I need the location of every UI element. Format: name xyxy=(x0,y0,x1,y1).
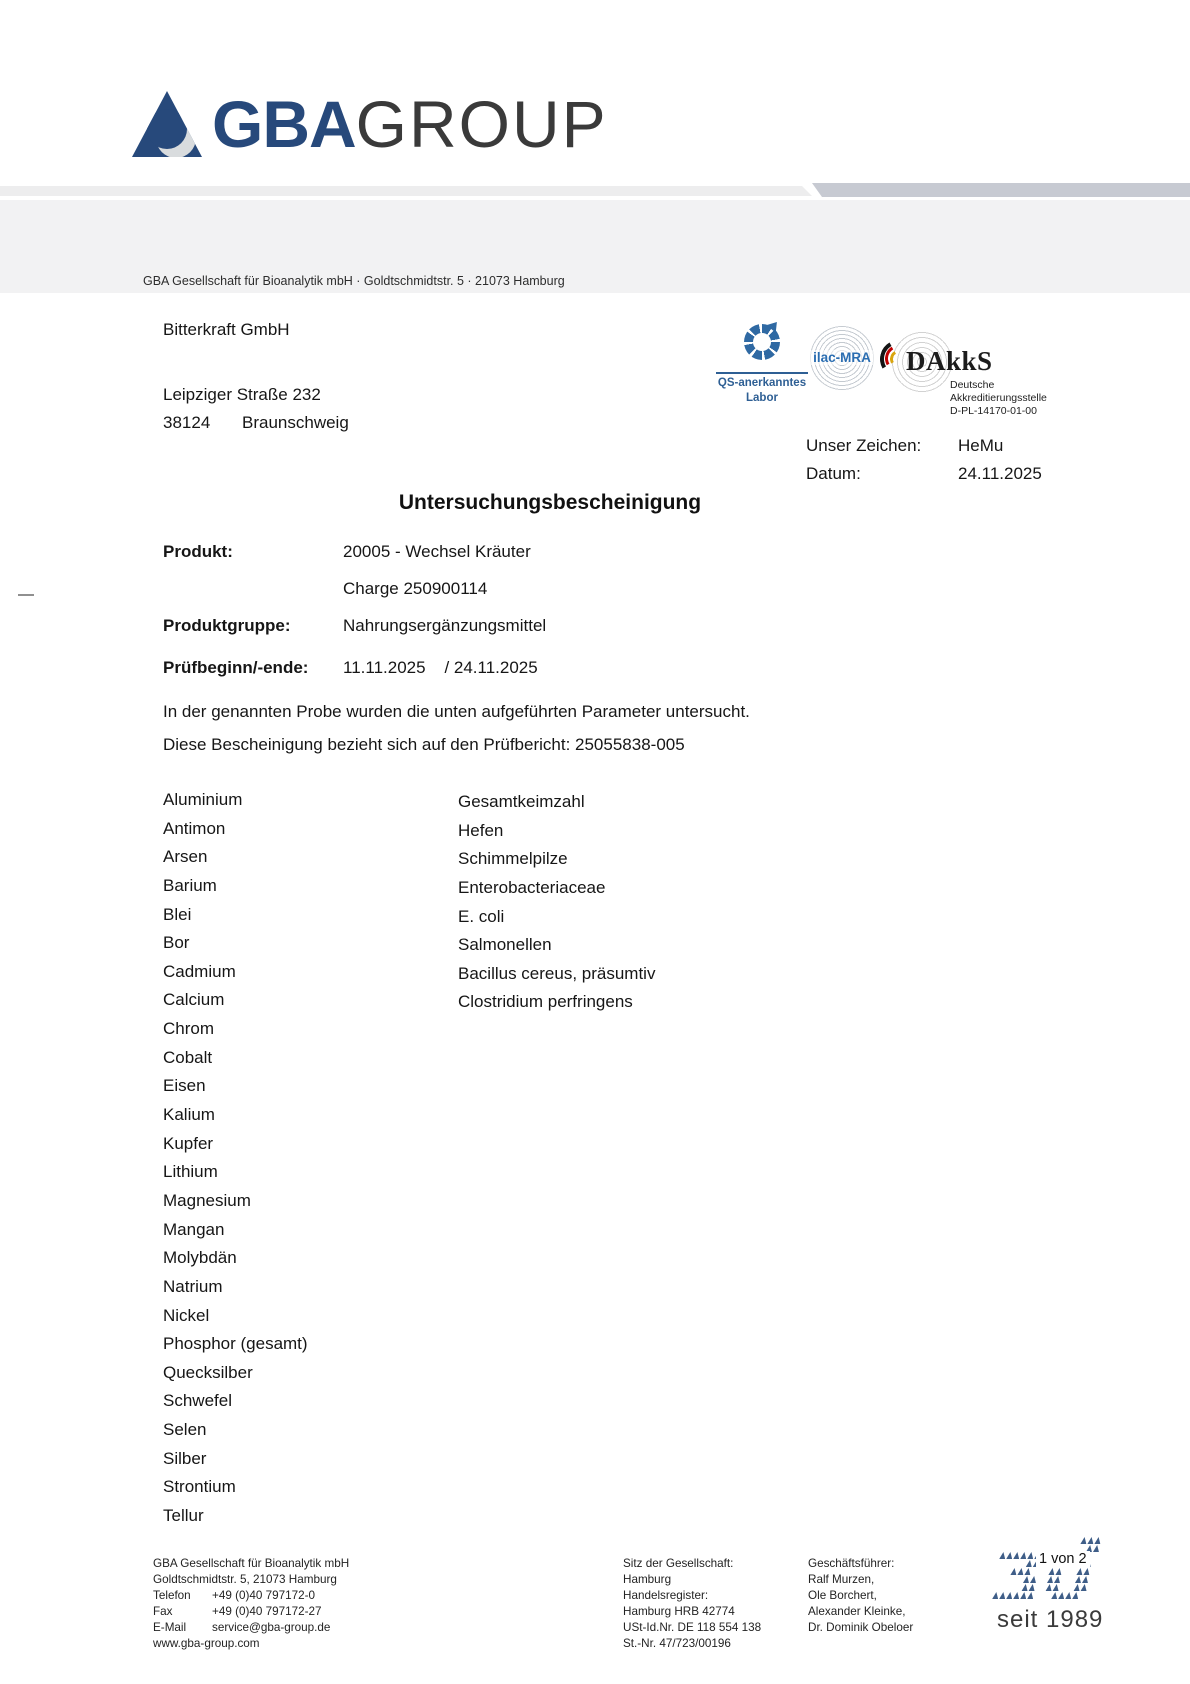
triangle-glyph xyxy=(1027,1552,1034,1559)
triangle-glyph xyxy=(1075,1576,1082,1583)
triangle-glyph xyxy=(1054,1576,1061,1583)
parameter-item: Nickel xyxy=(163,1305,210,1325)
footer-website: www.gba-group.com xyxy=(153,1637,260,1650)
triangle-glyph xyxy=(1022,1584,1029,1591)
triangle-glyph xyxy=(1024,1568,1031,1575)
parameter-item: Kupfer xyxy=(163,1133,214,1153)
parameter-item: Phosphor (gesamt) xyxy=(163,1334,308,1354)
parameter-item: Salmonellen xyxy=(458,935,552,955)
triangle-glyph xyxy=(1058,1592,1065,1599)
parameter-item: Enterobacteriaceae xyxy=(458,877,606,897)
footer-email-row xyxy=(153,1620,349,1636)
parameter-item: E. coli xyxy=(458,906,505,926)
footer-fax-row xyxy=(153,1604,349,1620)
field-produktgruppe-label: Produktgruppe: xyxy=(163,616,291,635)
parameter-item: Kalium xyxy=(163,1105,215,1125)
field-pruefzeitraum-label: Prüfbeginn/-ende: xyxy=(163,658,309,677)
triangle-glyph xyxy=(1013,1592,1020,1599)
parameter-item: Clostridium perfringens xyxy=(458,992,633,1012)
ilac-mra-logo xyxy=(810,326,874,390)
reference-row xyxy=(806,436,1003,456)
footer-sitz-value: Hamburg xyxy=(623,1573,672,1586)
dakks-sub-line1: Deutsche xyxy=(950,379,995,391)
parameter-item: Calcium xyxy=(163,990,225,1010)
parameter-item: Antimon xyxy=(163,818,226,838)
parameter-item: Chrom xyxy=(163,1019,215,1039)
parameter-item: Barium xyxy=(163,875,217,895)
footer-management-block xyxy=(808,1556,913,1636)
fold-mark xyxy=(18,594,34,596)
dakks-wordmark: DAkkS xyxy=(906,346,993,376)
footer-ust-id: USt-Id.Nr. DE 118 554 138 xyxy=(623,1621,762,1634)
triangle-glyph xyxy=(1055,1568,1062,1575)
date-label: Datum: xyxy=(806,464,861,483)
triangle-glyph xyxy=(1047,1576,1054,1583)
triangle-glyph xyxy=(1072,1592,1079,1599)
reference-value: HeMu xyxy=(958,436,1004,455)
footer-company-address: Goldtschmidtstr. 5, 21073 Hamburg xyxy=(153,1573,337,1586)
triangle-glyph xyxy=(992,1592,999,1599)
footer-hr-value: Hamburg HRB 42774 xyxy=(623,1605,735,1618)
qs-logo xyxy=(716,324,808,404)
parameter-item: Molybdän xyxy=(163,1248,237,1268)
triangle-glyph xyxy=(1087,1537,1094,1544)
footer-company-block xyxy=(153,1556,349,1652)
intro-line1: In der genannten Probe wurden die unten aufgeführten Parameter untersucht. xyxy=(163,702,750,721)
parameters-list-left xyxy=(163,790,448,1535)
page-title: Untersuchungsbescheinigung xyxy=(398,491,702,514)
page-indicator: 1 von 2 xyxy=(1036,1551,1090,1567)
recipient-city-row xyxy=(163,413,349,433)
date-value: 24.11.2025 xyxy=(958,464,1042,483)
dakks-sub-line3: D-PL-14170-01-00 xyxy=(950,405,1037,417)
footer-phone-label: Telefon xyxy=(153,1589,191,1602)
parameter-item: Arsen xyxy=(163,847,208,867)
triangle-glyph xyxy=(999,1592,1006,1599)
field-charge-value: Charge 250900114 xyxy=(343,579,488,598)
triangle-glyph xyxy=(1020,1552,1027,1559)
parameter-item: Magnesium xyxy=(163,1190,251,1210)
recipient-name: Bitterkraft GmbH xyxy=(163,320,290,339)
dakks-sub-line2: Akkreditierungsstelle xyxy=(950,392,1047,404)
triangle-glyph xyxy=(1010,1568,1017,1575)
brand-triangle-icon xyxy=(132,91,202,157)
triangle-glyph xyxy=(1013,1552,1020,1559)
parameter-item: Natrium xyxy=(163,1276,223,1296)
footer-registry-block xyxy=(623,1556,761,1652)
footer-fax-label: Fax xyxy=(153,1605,173,1618)
parameter-item: Silber xyxy=(163,1448,207,1468)
parameter-item: Lithium xyxy=(163,1162,218,1182)
recipient-street: Leipziger Straße 232 xyxy=(163,385,321,404)
parameter-item: Hefen xyxy=(458,820,504,840)
triangle-glyph xyxy=(999,1552,1006,1559)
parameter-item: Quecksilber xyxy=(163,1362,253,1382)
triangle-glyph xyxy=(1046,1584,1053,1591)
footer-email-label: E-Mail xyxy=(153,1621,187,1634)
triangle-glyph xyxy=(1048,1568,1055,1575)
triangle-glyph xyxy=(1029,1584,1036,1591)
brand-wordmark xyxy=(212,87,608,162)
triangle-glyph xyxy=(1026,1560,1033,1567)
brand-wordmark-light: GROUP xyxy=(355,87,608,162)
ilac-mra-label: ilac-MRA xyxy=(806,350,878,365)
parameter-item: Eisen xyxy=(163,1076,206,1096)
triangle-glyph xyxy=(1076,1568,1083,1575)
parameter-item: Gesamtkeimzahl xyxy=(458,792,585,811)
footer-fax-value: +49 (0)40 797172-27 xyxy=(212,1605,322,1618)
footer-phone-row xyxy=(153,1588,349,1604)
triangle-glyph xyxy=(1074,1584,1081,1591)
parameter-item: Selen xyxy=(163,1420,207,1440)
date-row xyxy=(806,464,1042,484)
triangle-glyph xyxy=(1023,1576,1030,1583)
triangle-glyph xyxy=(1020,1592,1027,1599)
parameter-item: Schimmelpilze xyxy=(458,849,568,869)
parameter-item: Mangan xyxy=(163,1219,225,1239)
footer-st-nr: St.-Nr. 47/723/00196 xyxy=(623,1637,731,1650)
triangle-glyph xyxy=(1006,1552,1013,1559)
triangle-glyph xyxy=(1030,1576,1037,1583)
triangle-glyph xyxy=(1081,1584,1088,1591)
field-produktgruppe-value: Nahrungsergänzungsmittel xyxy=(343,616,547,635)
footer-gf-2: Ole Borchert, xyxy=(808,1589,877,1602)
footer-company-name: GBA Gesellschaft für Bioanalytik mbH xyxy=(153,1557,350,1570)
reference-label: Unser Zeichen: xyxy=(806,436,922,455)
footer-gf-1: Ralf Murzen, xyxy=(808,1573,875,1586)
triangle-glyph xyxy=(1017,1568,1024,1575)
sender-line: GBA Gesellschaft für Bioanalytik mbH · Goldtschmidtstr. 5 · 21073 Hamburg xyxy=(143,274,565,288)
footer-email-value: service@gba-group.de xyxy=(212,1621,331,1634)
parameter-item: Cadmium xyxy=(163,961,236,981)
title-wrap xyxy=(160,491,940,515)
recipient-city: Braunschweig xyxy=(242,413,349,432)
parameter-item: Tellur xyxy=(163,1506,204,1526)
intro-line2: Diese Bescheinigung bezieht sich auf den Prüfbericht: 25055838-005 xyxy=(163,735,685,754)
field-pruefzeitraum-value: 11.11.2025 / 24.11.2025 xyxy=(343,658,538,677)
triangle-glyph xyxy=(1082,1576,1089,1583)
qs-divider-line xyxy=(716,372,808,374)
triangle-glyph xyxy=(1053,1584,1060,1591)
parameter-item: Strontium xyxy=(163,1477,236,1497)
recipient-zip: 38124 xyxy=(163,413,211,432)
footer-hr-label: Handelsregister: xyxy=(623,1589,709,1602)
parameter-item: Blei xyxy=(163,904,192,924)
footer-gf-3: Alexander Kleinke, xyxy=(808,1605,906,1618)
brand-wordmark-bold: GBA xyxy=(212,87,356,162)
footer-gf-label: Geschäftsführer: xyxy=(808,1557,895,1570)
parameter-item: Aluminium xyxy=(163,790,243,809)
triangle-glyph xyxy=(1080,1537,1087,1544)
triangle-glyph xyxy=(1094,1537,1101,1544)
triangle-glyph xyxy=(1027,1592,1034,1599)
dakks-logo xyxy=(880,328,1050,420)
parameter-item: Cobalt xyxy=(163,1047,213,1067)
qs-label-line2: Labor xyxy=(746,392,778,404)
parameter-item: Schwefel xyxy=(163,1391,232,1411)
triangle-glyph xyxy=(1083,1568,1090,1575)
triangle-glyph xyxy=(1065,1592,1072,1599)
footer-gf-4: Dr. Dominik Obeloer xyxy=(808,1621,914,1634)
field-produkt-label: Produkt: xyxy=(163,542,233,561)
crescent-cover-shape xyxy=(147,109,187,149)
brand-logo xyxy=(132,87,608,162)
tagline-seit-1989: seit 1989 xyxy=(997,1606,1104,1633)
triangle-glyph xyxy=(1093,1545,1100,1552)
parameter-item: Bacillus cereus, präsumtiv xyxy=(458,963,656,983)
footer-phone-value: +49 (0)40 797172-0 xyxy=(212,1589,315,1602)
triangle-glyph xyxy=(1051,1592,1058,1599)
field-produkt-value: 20005 - Wechsel Kräuter xyxy=(343,542,531,561)
footer-sitz-label: Sitz der Gesellschaft: xyxy=(623,1557,734,1570)
triangle-glyph xyxy=(1006,1592,1013,1599)
parameters-list-right xyxy=(458,792,798,1021)
qs-label-line1: QS-anerkanntes xyxy=(717,377,807,389)
parameter-item: Bor xyxy=(163,933,190,953)
